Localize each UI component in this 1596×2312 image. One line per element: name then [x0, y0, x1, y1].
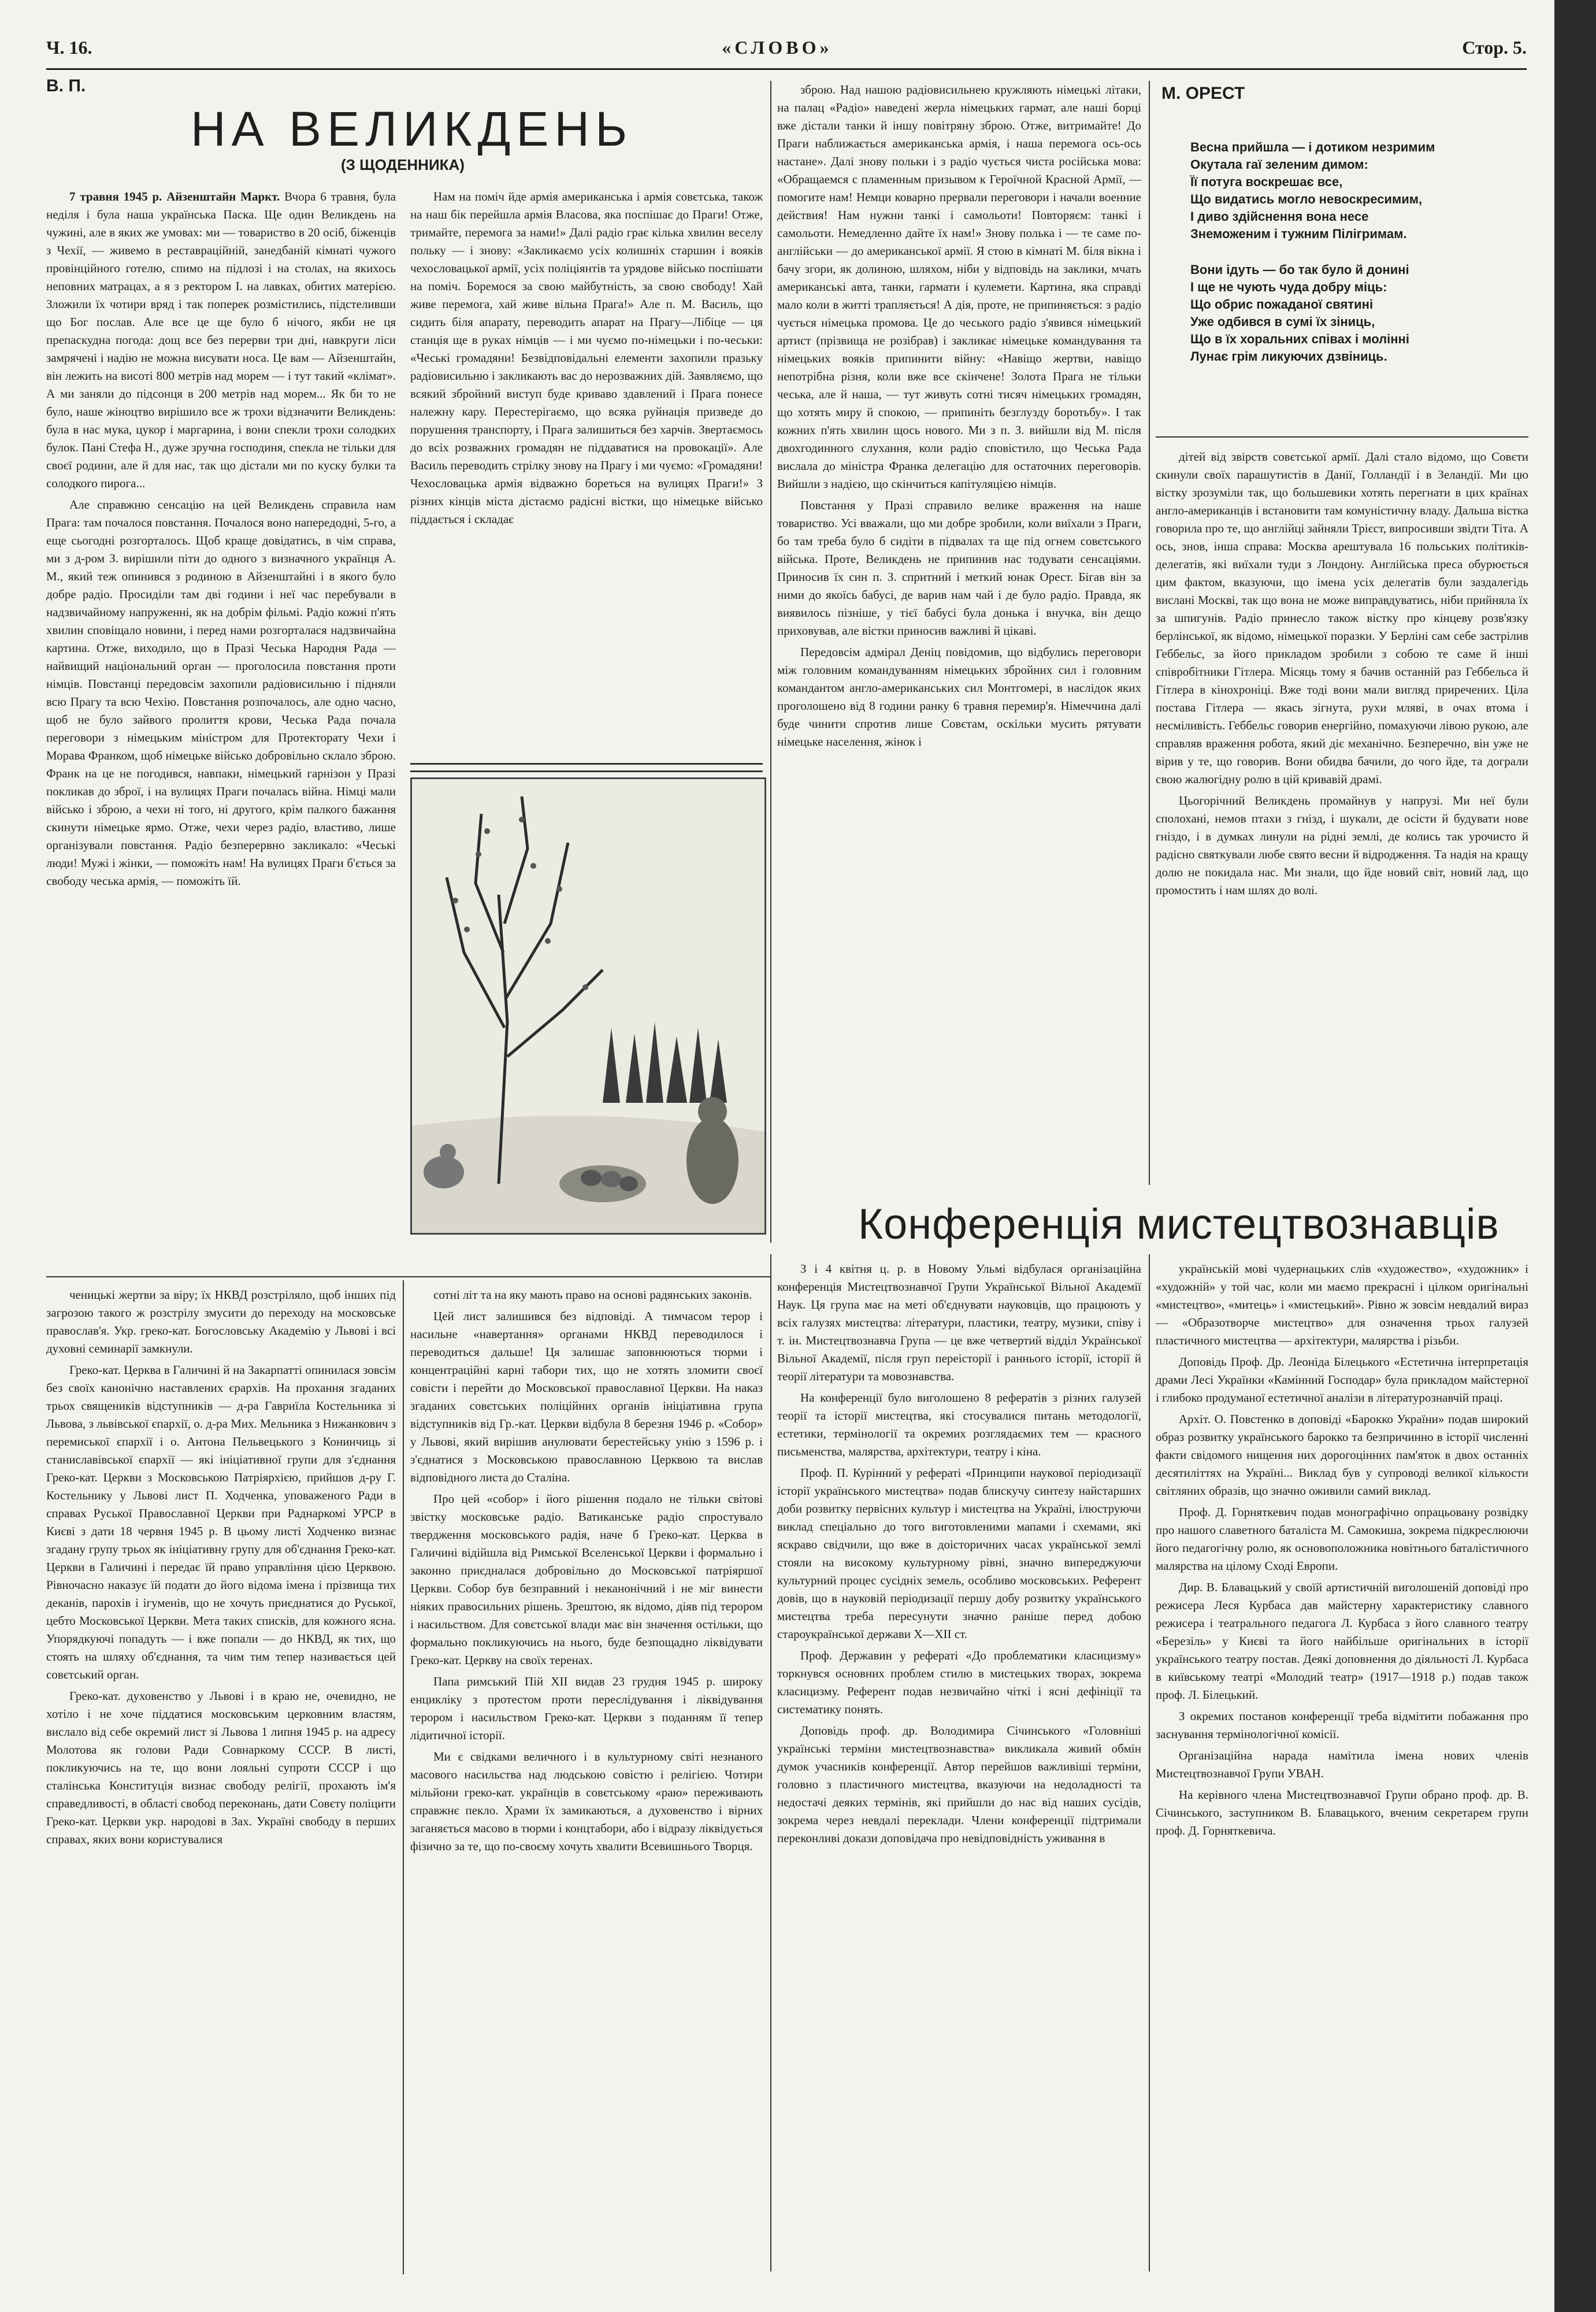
- continuation-column-1: [46, 1286, 396, 2269]
- article-column-3: [777, 81, 1141, 1266]
- article-title: НА ВЕЛИКДЕНЬ: [191, 102, 633, 156]
- poem-line: Її потуга воскрешає все,: [1190, 175, 1343, 189]
- issue-number: Ч. 16.: [46, 36, 92, 58]
- column-rule: [1149, 1254, 1150, 2272]
- poem-line: Весна прийшла — і дотиком незримим: [1190, 140, 1435, 154]
- illustration-drawing: [412, 779, 764, 1233]
- paragraph: Проф. Д. Горняткевич подав монографічно опрацьовану розвідку про нашого славетного баталіста М. Самокиша, зокрема підкреслюючи його педагогічну ролю, як основоположника новітнього баталістичного малярства на цілому Сході Европи.: [1156, 1505, 1528, 1573]
- page-header: [46, 30, 1527, 65]
- poem-line: І диво здійснення вона несе: [1190, 209, 1369, 224]
- newspaper-name: «СЛОВО»: [722, 36, 833, 58]
- paragraph: Проф. Державин у рефераті «До проблематики класицизму» торкнувся основних проблем стилю в мистецьких творах, зокрема класицизму. Референт подав незвичайно чіткі і ясні дефініції та систематику понять.: [777, 1648, 1141, 1716]
- article-column-4: [1156, 448, 1528, 1185]
- paragraph: Нам на поміч йде армія американська і армія совєтська, також на наш бік перейшла армія Власова, яка поспішає до Праги! Отже, тримайте, перемога за нами!» Далі радіо грає кілька хвилин веселу польку — і знову: «Закликаємо усіх колишніх старшин і вояків чехословацької армії, усіх поліціянтів та урядове військо поспішати на поміч. Боремося за свою майбутність, за свою свободу! Хай живе перемога, хай живе вільна Прага!» Але п. М. Василь, що сидить біля апарату, переводить апарат на Прагу—Лібіце — ця станція ще в руках німців — і ми чуємо по-німецьки і по-чеськи: «Чеські громадяни! Безвідповідальні елементи захопили празьку радіовисильню і закликають вас до нерозважних дій. Заявляємо, що всякий збройний виступ буде криваво здавлений і Прага понесе належну кару. Перестерігаємо, що всяка руйнація призведе до порушення транспорту, і Прага залишиться без харчів. Звертаємось до всіх розважних громадян не піддаватися на провокації». Але Василь переводить стрілку знову на Прагу і ми чуємо: «Громадяни! Чехословацька армія відважно бореться на вулицях Праги!» З різних кінців міста дістаємо радісні вістки, що німецьке військо піддається і складає: [410, 190, 763, 526]
- poem-rule: [1156, 436, 1528, 438]
- poem-line: І ще не чують чуда добру міць:: [1190, 280, 1387, 294]
- poem-line: Лунає грім ликуючих дзвіниць.: [1190, 349, 1387, 364]
- article-subtitle: (З ЩОДЕННИКА): [341, 156, 465, 173]
- poem-line: Що обрис пожаданої святині: [1190, 297, 1374, 312]
- paragraph: Папа римський Пій XII видав 23 грудня 1945 р. широку енцикліку з протестом проти переслідування і ліквідування терором і насильством Греко-кат. Церкви з поданням її тепер лідитичної історії.: [410, 1674, 763, 1742]
- column-rule: [1149, 81, 1150, 1185]
- continuation-column-2: [410, 1286, 763, 2269]
- poem-line: Знеможеним і тужним Пілігримам.: [1190, 227, 1407, 241]
- paragraph: ченицькі жертви за віру; їх НКВД розстріляло, щоб інших під загрозою такого ж розстрілу змусити до переходу на московське православ'я. Укр. греко-кат. Богословську Академію у Львові і всі духовні семинарії замкнули.: [46, 1288, 396, 1355]
- column-rule: [770, 81, 771, 1243]
- paragraph: Про цей «собор» і його рішення подало не тільки світові звістку московське радіо. Ватиканське радіо спростувало твердження московського радія, наче б Греко-кат. Церква в Галичині відійшла від Римської Вселенської Церкви і формально і законно приєдналася добровільно до Московської патріяршої Церкви. Собор був безправний і неканонічний і не міг винести ніяких правосильних рішень. Зрештою, як відомо, діяв під терором і насильством. Для совєтської влади має він значення остільки, що формально покликуючись на нього, буде безпощадно ліквідувати Греко-кат. Церкву на своїх теренах.: [410, 1492, 763, 1667]
- paragraph: Організаційна нарада намітила імена нових членів Мистецтвознавчої Групи УВАН.: [1156, 1748, 1528, 1780]
- article-column-2: [410, 188, 763, 760]
- paragraph: На конференції було виголошено 8 рефератів з різних галузей теорії та історії мистецтва, які стосувалися питань методології, естетики, термінології та окремих розглядаємих тем — красного письменства, малярства, архітектури, театру і кіна.: [777, 1391, 1141, 1458]
- paragraph: дітей від звірств совєтської армії. Далі стало відомо, що Совєти скинули своїх парашутистів в Данії, Голландії і в Зеландії. Ми цю вістку зрозуміли так, що большевики хотять перегнати в цих країнах англо-американців і встановити там комуністичну владу. Дальша вістка говорила про те, що англійці зайняли Трієст, випросивши звідти Тіта. А ось, знов, інша справа: Москва арештувала 16 польських політиків-делегатів, які виїхали туди з Лондону. Англійська преса обурюється цим фактом, вказуючи, що імена усіх делегатів були заздалегідь вислані Москві, так що вона не може виправдуватись, ніби прийняла їх за шпигунів. Радіо принесло також вістку про кінцеву розв'язку берлінської, як відомо, німецької поразки. У Берліні сам себе застрілив Геббельс, за його прикладом зробили з собою те саме й інші співробітники Гітлера. Місяць тому я бачив останній раз Геббельса й Гітлера в кінохроніці. Вже тоді вони мали вигляд приречених. Ціла постава Гітлера — якась зігнута, рухи мляві, в очах втома і несміливість. Геббельс говорив енергійно, помахуючи лівою рукою, але справляв враження робота, який діє механічно. Безперечно, він уже не вірив у те, що говорив. Вони обидва бачили, до чого йде, та дограли свою жалюгідну ролю в цій кривавій драмі.: [1156, 450, 1528, 786]
- paragraph: Доповідь Проф. Др. Леоніда Білецького «Естетична інтерпретація драми Лесі Українки «Камінний Господар» була прикладом майстерної і глибоко продуманої естетичної аналізи в літературознавчій праці.: [1156, 1355, 1528, 1405]
- paragraph: З і 4 квітня ц. р. в Новому Ульмі відбулася організаційна конференція Мистецтвознавчої Групи Української Вільної Академії Наук. Ця група має на меті об'єднувати науковців, що працюють у всіх галузях мистецтва: літератури, пластики, театру, музики, співу і т. ін. Мистецтвознавча Група — це вже четвертий відділ Української Вільної Академії, після груп переісторії і раннього історії, історії й теорії літератури та мовознавства.: [777, 1262, 1141, 1383]
- poem-stanza: [1190, 261, 1537, 365]
- paragraph: Цей лист залишився без відповіді. А тимчасом терор і насильне «навертання» органами НКВД переводилося і переводиться дальше! Ця залишає заповнюються тюрми і концентраційні карні табори тих, що не хотять зломити своєї совісти і перейти до Московської православної Церкви. На наказ згаданих совєтських поліційних органів ініціативна група відступників від Гр.-кат. Церкви відбула 8 березня 1946 р. «Собор» у Львові, який вирішив анулювати берестейську унію з 1596 р. і з'єднатися з Московською православною Церквою та вислав відповідного листа до Сталіна.: [410, 1309, 763, 1484]
- paragraph: сотні літ та на яку мають право на основі радянських законів.: [433, 1288, 752, 1302]
- poem-line: Уже одбився в сумі їх зіниць,: [1190, 314, 1375, 329]
- paragraph: Проф. П. Курінний у рефераті «Принципи наукової періодизації історії українського мистецтва» подав блискучу синтезу найстарших доби розвитку первісних культур і мистецтва на Україні, ілюструючи виклад спеціально до того виготовленими мапами і схемами, які яскраво свідчили, що вже в доісторичних часах української землі стояли на високому культурному рівні, значно випереджуючи культурний процес сусідніх земель, особливо московських. Референт довів, що в науковій періодизації першу добу розвитку українського мистецтва треба пересунути значно раніше перед добою староукраїнської держави X—XII ст.: [777, 1466, 1141, 1641]
- paragraph: Архіт. О. Повстенко в доповіді «Барокко України» подав широкий образ розвитку українського барокко та безпричинно в історії численні факти свідомого нищення них дорогоцінних пам'яток в двох останніх десятиліттях на Україні... Виклад був у супроводі великої кількости світляних образів, що значно оживили самий виклад.: [1156, 1412, 1528, 1498]
- column-rule: [403, 1280, 404, 2274]
- poem-stanza: [1190, 139, 1537, 243]
- paragraph: Але справжню сенсацію на цей Великдень справила нам Прага: там почалося повстання. Почалося воно напередодні, 5-го, а еще сьогодні розгорталось. Щоб краще довідатись, в чім справа, ми з д-ром З. вирішили піти до одного з визначного українця А. М., який теж опинився з родиною в Айзенштайні і в якого було добре радіо. Просиділи там дві години і неї час перебували в надзвичайному напруженні, як на добрім фільмі. Радіо кожні п'ять хвилин сповіщало новини, і перед нами розгорталася надзвичайна картина. Отже, виходило, що в Празі Чеська Народня Рада — найвищий національний орган — проголосила повстання проти німців. Повстанці передовсім захопили радіовисильню і підняли всю Прагу та всю Чехію. Повстання розпочалось, але одно часно, щоб не було зайвого пролиття крови, Чеська Рада почала переговори з німецьким міністром для Протекторату Чехи і Морава Франком, щоб німецьке військо добровільно склало зброю. Франк на це не погодився, навпаки, німецький гарнізон у Празі покликав до зброї, і на вулицях Праги почалась війна. Німці мали військо і зброю, а чехи ні того, ні другого, крім палкого бажання скинути німецьке ярмо. Отже, чехи через радіо, властиво, лише організували повстання. Радіо безперервно закликало: «Чеські люди! Мужі і жінки, — поможіть нам! На вулицях Праги б'ється за свободу чеська армія, — поможіть їй.: [46, 498, 396, 888]
- paragraph: На керівного члена Мистецтвознавчої Групи обрано проф. др. В. Січинського, заступником В. Блавацького, вченим секретарем групи проф. Д. Горняткевича.: [1156, 1788, 1528, 1837]
- paragraph: Передовсім адмірал Деніц повідомив, що відбулись переговори між головним командуванням німецьких збройних сил і головним командантом англо-американських сил Монтгомері, в наслідок яких проголошено від 8 години ранку 6 травня перемир'я. Німеччина далі буде чинити спротив лише Совєтам, оскільки мусить рятувати німецьке населення, жінок і: [777, 645, 1141, 749]
- article-lead: 7 травня 1945 р. Айзенштайн Маркт.: [69, 190, 280, 203]
- poem-line: Що видатись могло невоскресимим,: [1190, 192, 1423, 206]
- paragraph: Повстання у Празі справило велике враження на наше товариство. Усі вважали, що ми добре зробили, коли виїхали з Праги, бо там треба було б сидіти в підвалах та ще під огнем совєтського війська. Проте, Великдень не припинив нас тодувати сенсаціями. Приносив їх син п. З. спритний і меткий юнак Орест. Бігав він за ними до якоїсь бабусі, де варив нам чай і де було радіо. Правда, як виявилось пізніше, у тієї бабусі була донька і внучка, він дещо приховував, але вістки приносив важливі й цікаві.: [777, 498, 1141, 638]
- section-rule: [46, 1276, 771, 1277]
- poem-line: Вони ідуть — бо так було й донині: [1190, 262, 1409, 277]
- poem-line: Що в їх хоральних співах і молінні: [1190, 332, 1409, 346]
- article-author: В. П.: [46, 76, 86, 95]
- paragraph: Цьогорічний Великдень промайнув у напрузі. Ми неї були сполохані, немов птахи з гнізд, і шукали, де осісти й будувати нове гніздо, і в думках линули на рідні землі, де колись так урочисто й радісно святкували любе свято весни й відродження. Та надія на кращу долю не покидала нас. Ми знали, що йде новий світ, новий лад, що промостить і нам шлях до волі.: [1156, 794, 1528, 897]
- conference-column-2: [1156, 1260, 1528, 2269]
- paragraph: Дир. В. Блавацький у своїй артистичній виголошеній доповіді про режисера Леся Курбаса дав майстерну характеристику славного режисера і театрального педагога Л. Курбаса з його славного театру «Березіль» у Києві та його найбільше оригінальних в історії українського театру постав. Деякі доповнення до діяльності Л. Курбаса в київському театрі «Молодий театр» (1917—1918 р.) подав також проф. Л. Білецький.: [1156, 1580, 1528, 1702]
- conference-title: Конференція мистецтвознавців: [858, 1200, 1500, 1248]
- paragraph: З окремих постанов конференції треба відмітити побажання про заснування термінологічної комісії.: [1156, 1709, 1528, 1741]
- poem: [1190, 139, 1537, 384]
- paragraph: Греко-кат. духовенство у Львові і в краю не, очевидно, не хотіло і не хоче піддатися московським церковним властям, вислало від себе окремий лист зі Львова 1 липня 1945 р. на адресу Молотова як голови Ради Совнаркому СССР. В листі, покликуючись на те, що вони лояльні супроти СССР і що сталінська Конституція визнає свободу релігії, прохають ім'я справедливості, в області свобод переконань, дати Совєту поліцити Греко-кат. Церкви укр. народові в Зах. Україні свободу в перших справах, яких вони користувалися: [46, 1689, 396, 1846]
- paragraph: зброю. Над нашою радіовисильнею кружляють німецькі літаки, на палац «Радіо» наведені жерла німецьких гармат, але наші борці вже дістали танки й іншу повітряну зброю. Отже, витримайте! До Праги наближається американська армія, і наша перемога ось-ось настане». Далі знову польки і з радіо чується чиста російська мова: «Обращаемся с пламенным призывом к Героїчной Красной Армії, — помогите нам! Немци коварно прервали переговори і начали военние действия! Нам нужни танкі і самольоти! Повторяєм: танкі і самольоти. Немедленно дайте їх нам!» Знову полька і — те саме по-англійськи — до американської армії. Я стою в кімнаті М. біля вікна і бачу згори, як долиною, шляхом, ніби у відповідь на заклики, мчать американські авта, танки, гармати і кулемети. Картина, яка справді мало коли в житті трапляється! А дія, проте, не припиняється: з радіо чується німецька промова. Це до чеського радіо з'явився німецький артист (прізвища не розібрав) і закликає німецьке командування та німецьких вояків припинити війну: «Навіщо жертви, навіщо непотрібна різня, коли вже все скінчене! Золота Прага не тільки чеська, але й наша, — тут живуть сотні тисяч німецьких громадян, що хотять миру й спокою, — припиніть безглузду боротьбу». І так кожних п'ять хвилин щось нового. Ми з п. З. вийшли від М. після двохгодинного слухання, коли радіо сповістило, що Чеська Рада вислала до міністра Франка делегацію для остаточних переговорів. Вийшли з надією, що скінчиться капітуляцією німців.: [777, 83, 1141, 491]
- poem-line: Окутала гаї зеленим димом:: [1190, 157, 1368, 172]
- column-rule: [770, 1254, 771, 2272]
- poem-author: М. ОРЕСТ: [1161, 84, 1245, 103]
- easter-illustration: [410, 777, 766, 1235]
- wavy-divider: [410, 763, 763, 772]
- page-number: Стор. 5.: [1462, 36, 1527, 58]
- paragraph: Ми є свідками величного і в культурному світі незнаного масового насильства над людською совістю і релігією. Чотири мільйони греко-кат. українців в совєтському «раю» переживають справжнє пекло. Храми їх замикаються, а духовенство і вірних заганяється масово в тюрми і концтабори, або і відразу ліквідується фізично за те, що по-своєму хочуть хвалити Всевишнього Творця.: [410, 1750, 763, 1853]
- scan-edge: [1554, 0, 1596, 2312]
- paragraph: Вчора 6 травня, була неділя і була наша українська Паска. Ще один Великдень на чужині, але в яких же умовах: ми — товариство в 20 осіб, біженців з Чехії, — живемо в реставраційній, занедбаній кімнаті чужого провінційного готелю, спимо на підлозі і на столах, на якихось неповних матрацах, а я з ректором І. на лавках, обитих матерією. Зложили їх чотири вряд і так поперек розмістились, підстеливши що Бог послав. Але все це ще було б нічого, якби не ця препаскудна погода: дощ все без перерви три дні, навкруги ліси замрячені і надію не можна висувати носа. Це вам — Айзенштайн, він лежить на висоті 800 метрів над морем — і тут такий «клімат». А ми заняли до підсонця в 200 метрів над морем... Як би то не було, наше жіноцтво вирішило все ж трохи відзначити Великдень: була в нас мука, цукор і маргарина, і вони спекли трохи солодких булок. Пані Стефа Н., дуже зручна господиня, спекла не тільки для своєї родини, але й для нас, так що дістали ми по куску булки та солодкого пирога...: [46, 190, 396, 490]
- paragraph: українській мові чудернацьких слів «художество», «художник» і «художній» у той час, коли ми маємо прекрасні і цілком оригінальні «мистецтво», «митець» і «мистецький». Рівно ж зовсім невдалий вираз — «Образотворче мистецтво» для означення трьох галузей пластичного мистецтва — архітектури, малярства і різьби.: [1156, 1262, 1528, 1347]
- paragraph: Доповідь проф. др. Володимира Січинського «Головніші українські терміни мистецтвознавства» викликала живий обмін думок учасників конференції. Автор перейшов важливіші терміни, головно з пластичного мистецтва, вказуючи на недоладності та недостачі деяких термінів, які прийшли до нас від наших сусідів, зокрема через невдалі переклади. Члени конференції підтримали переконливі докази доповідача про невідповідність уживання в: [777, 1724, 1141, 1845]
- conference-column-1: [777, 1260, 1141, 2269]
- paragraph: Греко-кат. Церква в Галичині й на Закарпатті опинилася зовсім без своїх канонічно наставлених єрархів. На прохання згаданих трьох священиків відступників — д-ра Гавриїла Костельника зі Львова, з львівської єпархії, о. д-ра Мих. Мельника з Нижанкович з перемиської єпархії і о. Антона Пельвецького з Конинчиць зі станиславівської єпархії — які ініціативної групи для з'єднання Греко-кат. Церкви з Московською Патріярхією, прийшов д-ру Г. Костельнику у Львові лист П. Ходченка, уповаженого Ради в справах Руської Православної Церкви при Раднаркомі УРСР в Києві з дати 18 червня 1945 р. В цьому листі Ходченко визнає згадану групу трьох як ініціативну групу для об'єднання Греко-кат. Церкви в Галичині і передає їй право управління цією Церквою. Рівночасно наказує їй подати до його відома імена і прізвища тих деканів, парохів і ігуменів, що не хочуть приєднатися до Руської, цебто Московської Церкви. Мета таких списків, для кожного ясна. Упорядкуючі попадуть — і вже попали — до НКВД, як тих, що стоять на шляху об'єднання, та чим тим тепер називається цей совєтський орган.: [46, 1363, 396, 1681]
- article-column-1: [46, 188, 396, 1274]
- header-rule: [46, 68, 1527, 70]
